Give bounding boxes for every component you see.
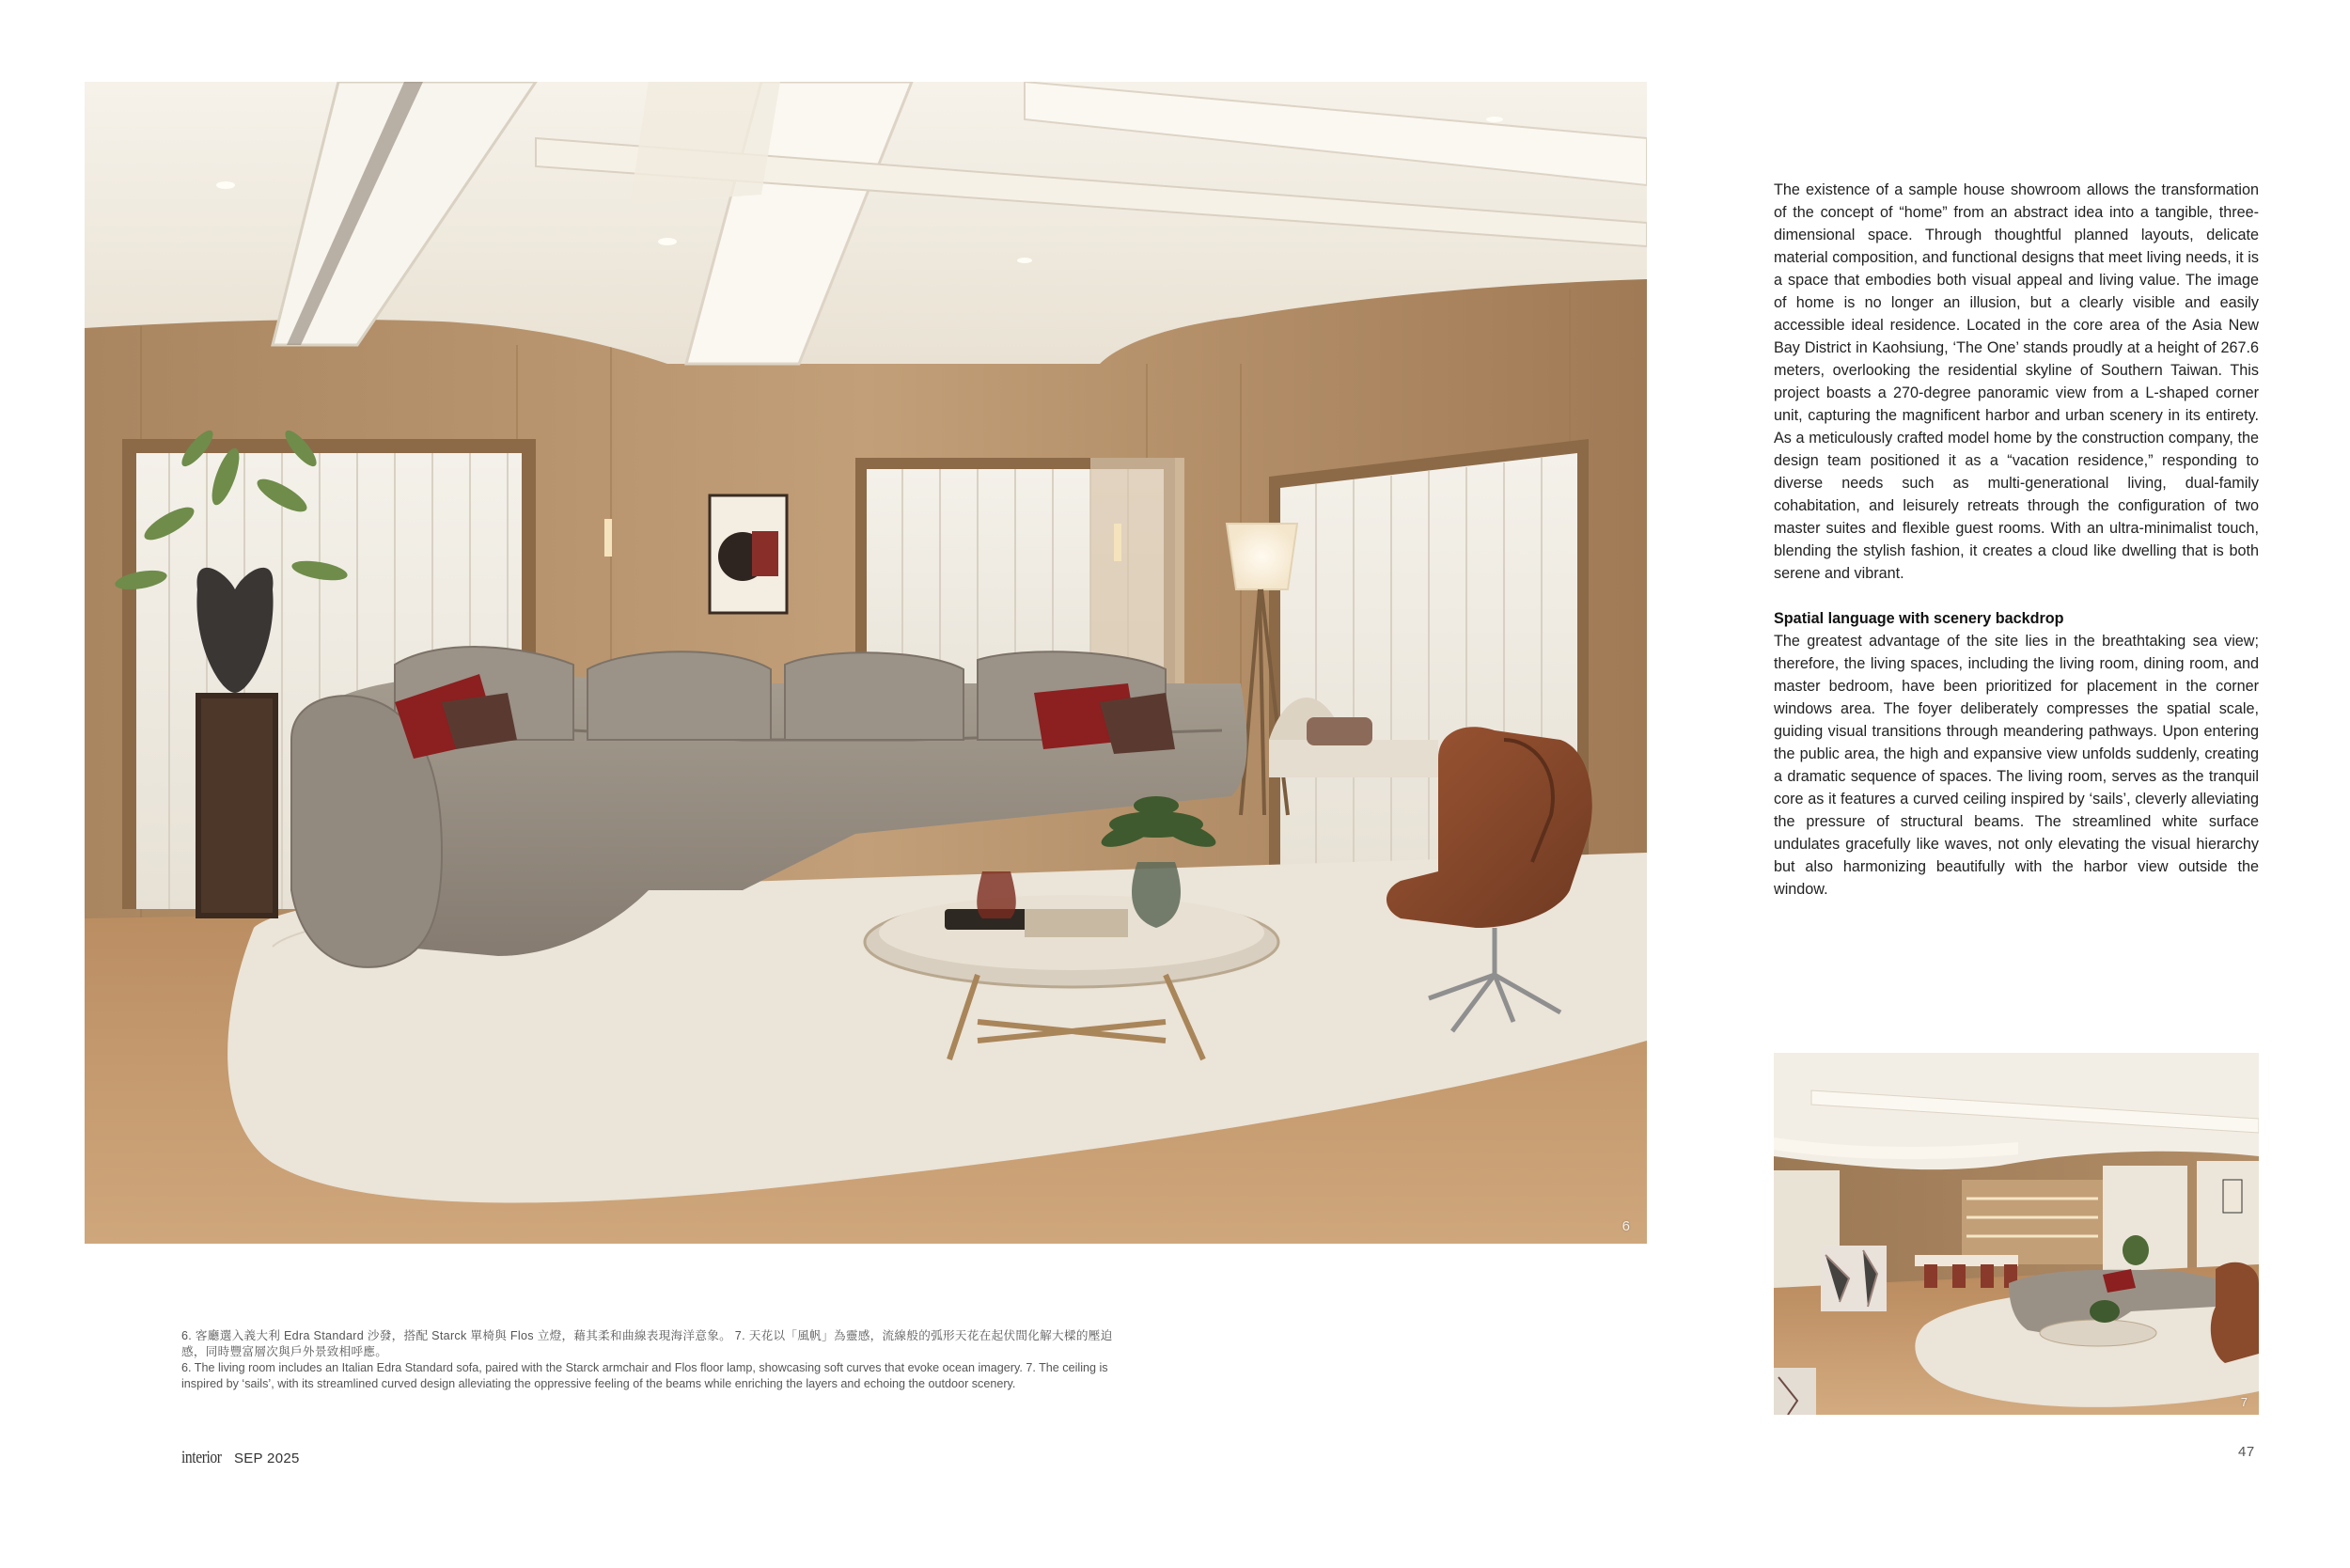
article-body bbox=[1774, 179, 2259, 923]
article-paragraph-2: The greatest advantage of the site lies in the breathtaking sea view; therefore, the living spaces, including the living room, dining room, and master bedroom, have been prioritized for placement in the corner windows area. The foyer deliberately compresses the spatial scale, guiding visual transitions through meandering pathways. Upon entering the public area, the high and expansive view unfolds suddenly, creating a dramatic sequence of spaces. The living room, serves as the tranquil core as it features a curved ceiling inspired by ‘sails’, cleverly alleviating the pressure of structural beams. The streamlined white surface undulates gracefully like waves, not only elevating the visual hierarchy but also harmonizing beautifully with the harbor view outside the window. bbox=[1774, 633, 2259, 898]
issue-date: SEP 2025 bbox=[233, 1450, 300, 1466]
caption-chinese: 6. 客廳選入義大利 Edra Standard 沙發，搭配 Starck 單椅與 Flos 立燈，藉其柔和曲線表現海洋意象。 7. 天花以「風帆」為靈感，流線般的弧形天花在起伏間化解大樑的壓迫感，同時豐富層次與戶外景致相呼應。 bbox=[181, 1329, 1113, 1358]
main-photo-living-room bbox=[85, 82, 1647, 1244]
secondary-photo-dining-view bbox=[1774, 1053, 2259, 1415]
caption-english: 6. The living room includes an Italian Edra Standard sofa, paired with the Starck armchair and Flos floor lamp, showcasing soft curves that evoke ocean imagery. 7. The ceiling is inspired by ‘sails’, with its streamlined curved design alleviating the oppressive feeling of the beams while enriching the layers and echoing the outdoor scenery. bbox=[181, 1361, 1108, 1390]
footer-masthead bbox=[181, 1448, 300, 1468]
dining-room-illustration bbox=[1774, 1053, 2259, 1415]
article-subheading: Spatial language with scenery backdrop bbox=[1774, 610, 2064, 627]
article-paragraph-1: The existence of a sample house showroom allows the transformation of the concept of “home” from an abstract idea into a tangible, three-dimensional space. Through thoughtful planned layouts, delicate material composition, and functional designs that meet living needs, it is a space that embodies both visual appeal and living value. The image of home is no longer an illusion, but a clearly visible and easily accessible ideal residence. Located in the core area of the Asia New Bay District in Kaohsiung, ‘The One’ stands proudly at a height of 267.6 meters, overlooking the residential skyline of Southern Taiwan. This project boasts a 270-degree panoramic view from a L-shaped corner unit, capturing the magnificent harbor and urban scenery in its entirety. As a meticulously crafted model home by the construction company, the design team positioned it as a “vacation residence,” responding to diverse needs such as multi-generational living, dual-family cohabitation, and leisurely retreats through the configuration of two master suites and flexible guest rooms. With an ultra-minimalist touch, blending the stylish fashion, it creates a cloud like dwelling that is both serene and vibrant. bbox=[1774, 181, 2259, 582]
living-room-illustration bbox=[85, 82, 1647, 1244]
photo-caption bbox=[181, 1328, 1123, 1391]
photo-number-7: 7 bbox=[2240, 1395, 2248, 1409]
photo-number-6: 6 bbox=[1622, 1218, 1630, 1234]
magazine-logo: interior bbox=[181, 1448, 222, 1467]
page-number: 47 bbox=[2238, 1444, 2255, 1460]
